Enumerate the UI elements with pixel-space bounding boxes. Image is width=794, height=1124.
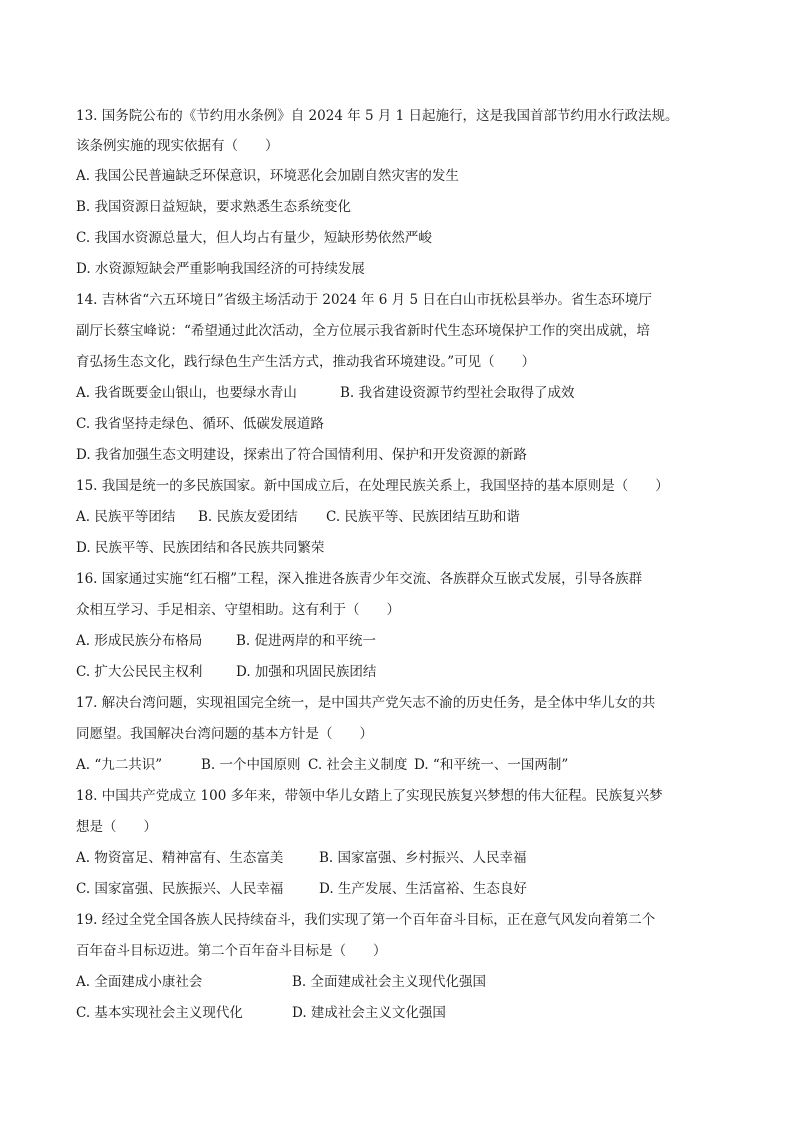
q19-option-a: A. 全面建成小康社会	[76, 974, 203, 990]
q13-option-a: A. 我国公民普遍缺乏环保意识，环境恶化会加剧自然灾害的发生	[76, 168, 459, 184]
q15-option-c: C. 民族平等、民族团结互助和谐	[326, 509, 520, 525]
q15-option-a: A. 民族平等团结	[76, 509, 176, 525]
q17-stem-line-2: 同愿望。我国解决台湾问题的基本方针是（ ）	[76, 726, 373, 742]
q16-option-c: C. 扩大公民民主权利	[76, 664, 203, 680]
q18-option-b: B. 国家富强、乡村振兴、人民幸福	[319, 850, 527, 866]
q14-stem-line-2: 副厅长蔡宝峰说：“希望通过此次活动，全方位展示我省新时代生态环境保护工作的突出成就，培	[76, 323, 650, 339]
q17-option-a: A. “九二共识”	[76, 757, 163, 773]
q17-stem-line-1: 17. 解决台湾问题，实现祖国完全统一，是中国共产党矢志不渝的历史任务，是全体中华儿女的共	[76, 695, 656, 711]
q18-option-c: C. 国家富强、民族振兴、人民幸福	[76, 881, 284, 897]
q18-option-d: D. 生产发展、生活富裕、生态良好	[319, 881, 527, 897]
q18-option-a: A. 物资富足、精神富有、生态富美	[76, 850, 284, 866]
q13-stem-line-1: 13. 国务院公布的《节约用水条例》自 2024 年 5 月 1 日起施行，这是我国首部节约用水行政法规。	[76, 108, 679, 124]
q19-option-d: D. 建成社会主义文化强国	[292, 1005, 446, 1021]
q16-stem-line-1: 16. 国家通过实施“红石榴”工程，深入推进各族青少年交流、各族群众互嵌式发展，引导各族群	[76, 571, 643, 587]
q13-option-b: B. 我国资源日益短缺，要求熟悉生态系统变化	[76, 199, 352, 215]
q16-option-b: B. 促进两岸的和平统一	[236, 633, 377, 649]
q16-option-d: D. 加强和巩固民族团结	[236, 664, 377, 680]
q13-stem-line-2: 该条例实施的现实依据有（ ）	[76, 138, 279, 154]
q18-stem-line-2: 想是（ ）	[76, 819, 157, 835]
q15-option-b: B. 民族友爱团结	[198, 509, 298, 525]
q16-option-a: A. 形成民族分布格局	[76, 633, 203, 649]
q14-option-a: A. 我省既要金山银山，也要绿水青山	[76, 385, 297, 401]
q19-option-c: C. 基本实现社会主义现代化	[76, 1005, 243, 1021]
q18-stem-line-1: 18. 中国共产党成立 100 多年来，带领中华儿女踏上了实现民族复兴梦想的伟大征程。民族复兴梦	[76, 788, 663, 804]
q14-stem-line-3: 育弘扬生态文化，践行绿色生产生活方式，推动我省环境建设。”可见（ ）	[76, 354, 536, 370]
q14-option-b: B. 我省建设资源节约型社会取得了成效	[340, 385, 575, 401]
q15-stem-line-1: 15. 我国是统一的多民族国家。新中国成立后，在处理民族关系上，我国坚持的基本原则是（ ）	[76, 478, 669, 494]
q14-stem-line-1: 14. 吉林省“六五环境日”省级主场活动于 2024 年 6 月 5 日在白山市抚松县举办。省生态环境厅	[76, 292, 652, 308]
q17-option-b: B. 一个中国原则	[201, 757, 301, 773]
q14-option-d: D. 我省加强生态文明建设，探索出了符合国情利用、保护和开发资源的新路	[76, 447, 527, 463]
q17-option-d: D. “和平统一、一国两制”	[414, 757, 569, 773]
q13-option-c: C. 我国水资源总量大，但人均占有量少，短缺形势依然严峻	[76, 230, 432, 246]
q17-option-c: C. 社会主义制度	[308, 757, 408, 773]
q19-stem-line-2: 百年奋斗目标迈进。第二个百年奋斗目标是（ ）	[76, 943, 387, 959]
q19-option-b: B. 全面建成社会主义现代化强国	[292, 974, 487, 990]
q13-option-d: D. 水资源短缺会严重影响我国经济的可持续发展	[76, 261, 365, 277]
q16-stem-line-2: 众相互学习、手足相亲、守望相助。这有利于（ ）	[76, 602, 400, 618]
q14-option-c: C. 我省坚持走绿色、循环、低碳发展道路	[76, 416, 324, 432]
q15-option-d: D. 民族平等、民族团结和各民族共同繁荣	[76, 540, 325, 556]
q19-stem-line-1: 19. 经过全党全国各族人民持续奋斗，我们实现了第一个百年奋斗目标，正在意气风发向着第二个	[76, 912, 656, 928]
